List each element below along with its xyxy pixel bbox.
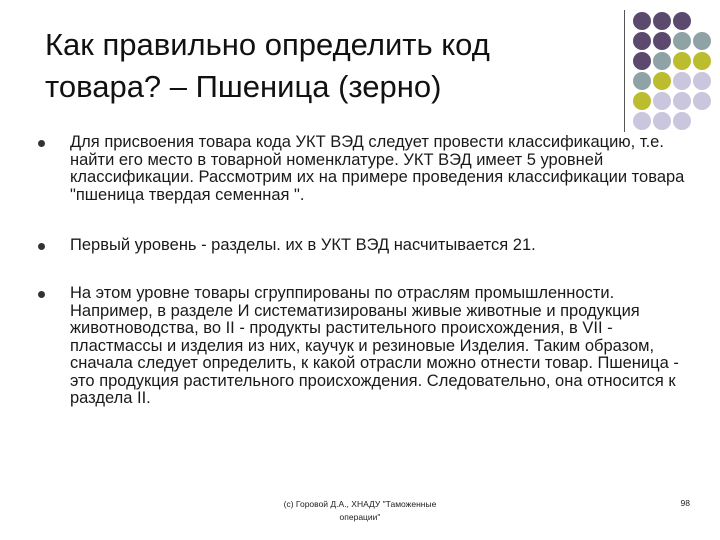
decorative-dot [693,92,711,110]
decorative-dot [653,32,671,50]
decorative-dot [633,52,651,70]
decorative-dot [673,92,691,110]
decorative-dot [653,12,671,30]
bullet-text: Первый уровень - разделы. их в УКТ ВЭД насчитывается 21. [70,236,536,254]
footer-credit: (с) Горовой Д.А., ХНАДУ "Таможенные операции" [283,499,437,522]
decorative-dot [673,52,691,70]
decorative-dot [653,92,671,110]
decorative-dot [673,112,691,130]
bullet-icon [38,243,45,250]
decorative-dot [633,72,651,90]
decorative-dot [633,112,651,130]
bullet-text: На этом уровне товары сгруппированы по отраслям промышленности. Например, в разделе И систематизированы живые животные и продукция животноводства, во II - продукты растительного происхождения, в VII - пластмассы и изделия из них, каучук и резиновые Изделия. Таким образом, сначала следует определить, к какой отрасли можно отнести товар. Пшеница - это продукция растительного происхождения. Следовательно, она относится к раздела II. [70,284,679,407]
decorative-dot [693,52,711,70]
decorative-dot [653,52,671,70]
decorative-dot [633,32,651,50]
decorative-dot [633,92,651,110]
decorative-dot [673,32,691,50]
bullet-text: Для присвоения товара кода УКТ ВЭД следует провести классификацию, т.е. найти его место в товарной номенклатуре. УКТ ВЭД имеет 5 уровней классификации. Рассмотрим их на примере проведения классификации товара "пшеница твердая семенная ". [70,133,685,204]
decorative-dot [693,32,711,50]
decorative-dot [693,72,711,90]
divider-line [624,10,625,132]
decorative-dot [653,112,671,130]
bullet-icon [38,140,45,147]
decorative-dot [653,72,671,90]
page-number: 98 [680,498,690,508]
decorative-dot [673,12,691,30]
decorative-dot [633,12,651,30]
slide-title: Как правильно определить код товара? – Пшеница (зерно) [45,27,490,104]
decorative-dot [673,72,691,90]
bullet-icon [38,291,45,298]
